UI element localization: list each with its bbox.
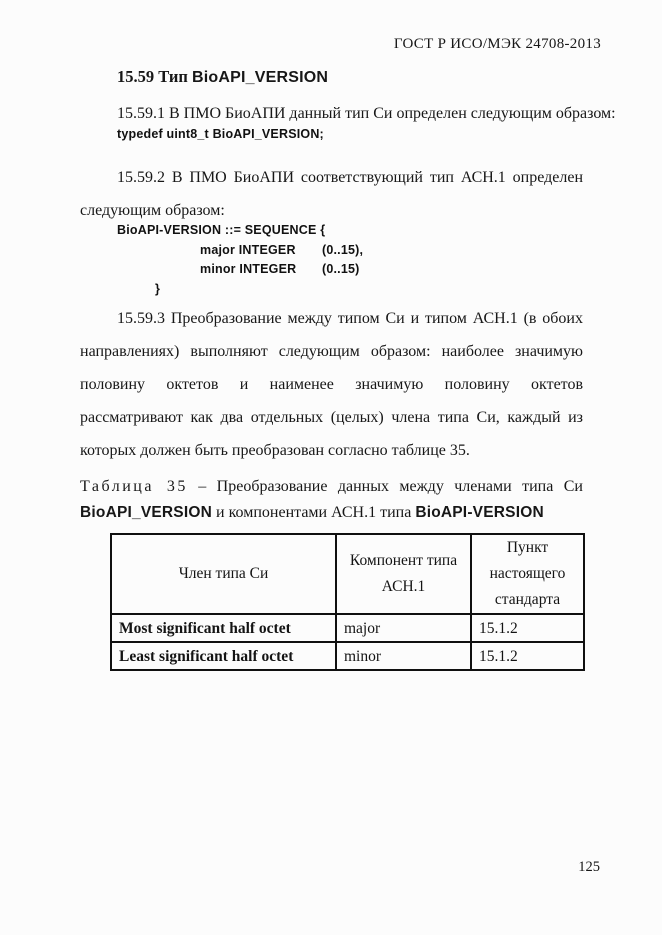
conversion-table-head <box>111 534 584 614</box>
table-cell-clause: 15.1.2 <box>471 642 584 670</box>
running-header: ГОСТ Р ИСО/МЭК 24708-2013 <box>393 36 601 52</box>
table-caption <box>80 474 583 526</box>
section-heading <box>117 67 328 87</box>
table-caption-line-1 <box>80 474 583 500</box>
table-row <box>111 614 584 642</box>
section-heading-number: 15.59 Тип <box>117 67 192 86</box>
table-cell-member: Most significant half octet <box>111 614 336 642</box>
table-cell-member: Least significant half octet <box>111 642 336 670</box>
table-caption-title: – Преобразование данных между членами типа Си <box>187 478 583 495</box>
table-caption-line-2 <box>80 500 583 526</box>
asn1-minor-label: minor INTEGER <box>200 262 297 276</box>
conversion-table <box>110 533 585 671</box>
asn1-code-line-2 <box>200 241 363 261</box>
asn1-code-line-3 <box>200 260 363 280</box>
table-cell-component: minor <box>336 642 471 670</box>
asn1-code-line-4: } <box>155 281 161 296</box>
asn1-code-line-1: BioAPI-VERSION ::= SEQUENCE { <box>117 223 326 237</box>
table-caption-c-type: BioAPI_VERSION <box>80 504 212 521</box>
asn1-code-block <box>117 221 363 299</box>
table-header-c-member: Член типа Си <box>111 534 336 614</box>
table-caption-middle-text: и компонентами АСН.1 типа <box>212 504 416 521</box>
table-header-clause: Пункт настоящего стандарта <box>471 534 584 614</box>
page-number: 125 <box>578 859 600 875</box>
paragraph-15-59-2: 15.59.2 В ПМО БиоАПИ соответствующий тип АСН.1 определен следующим образом: <box>80 169 583 219</box>
conversion-table-body <box>111 614 584 670</box>
paragraph-15-59-1: 15.59.1 В ПМО БиоАПИ данный тип Си определен следующим образом: <box>117 105 616 122</box>
asn1-major-range: (0..15), <box>322 242 364 257</box>
paragraph-15-59-3: 15.59.3 Преобразование между типом Си и типом АСН.1 (в обоих направлениях) выполняют следующим образом: наиболее значимую половину октетов и наименее значимую половину октетов рассматривают как два отдельных (целых) члена типа Си, каждый из которых должен быть преобразован согласно таблице 35. <box>80 310 583 459</box>
table-cell-component: major <box>336 614 471 642</box>
table-row <box>111 642 584 670</box>
c-typedef-code-line: typedef uint8_t BioAPI_VERSION; <box>117 127 324 141</box>
asn1-major-label: major INTEGER <box>200 242 296 257</box>
table-cell-clause: 15.1.2 <box>471 614 584 642</box>
asn1-minor-range: (0..15) <box>322 262 360 276</box>
section-heading-type-name: BioAPI_VERSION <box>191 69 329 86</box>
table-caption-label: Таблица 35 <box>80 478 188 495</box>
table-caption-asn1-type: BioAPI-VERSION <box>415 504 544 521</box>
table-header-row <box>111 534 584 614</box>
table-header-asn1-component: Компонент типа АСН.1 <box>336 534 471 614</box>
